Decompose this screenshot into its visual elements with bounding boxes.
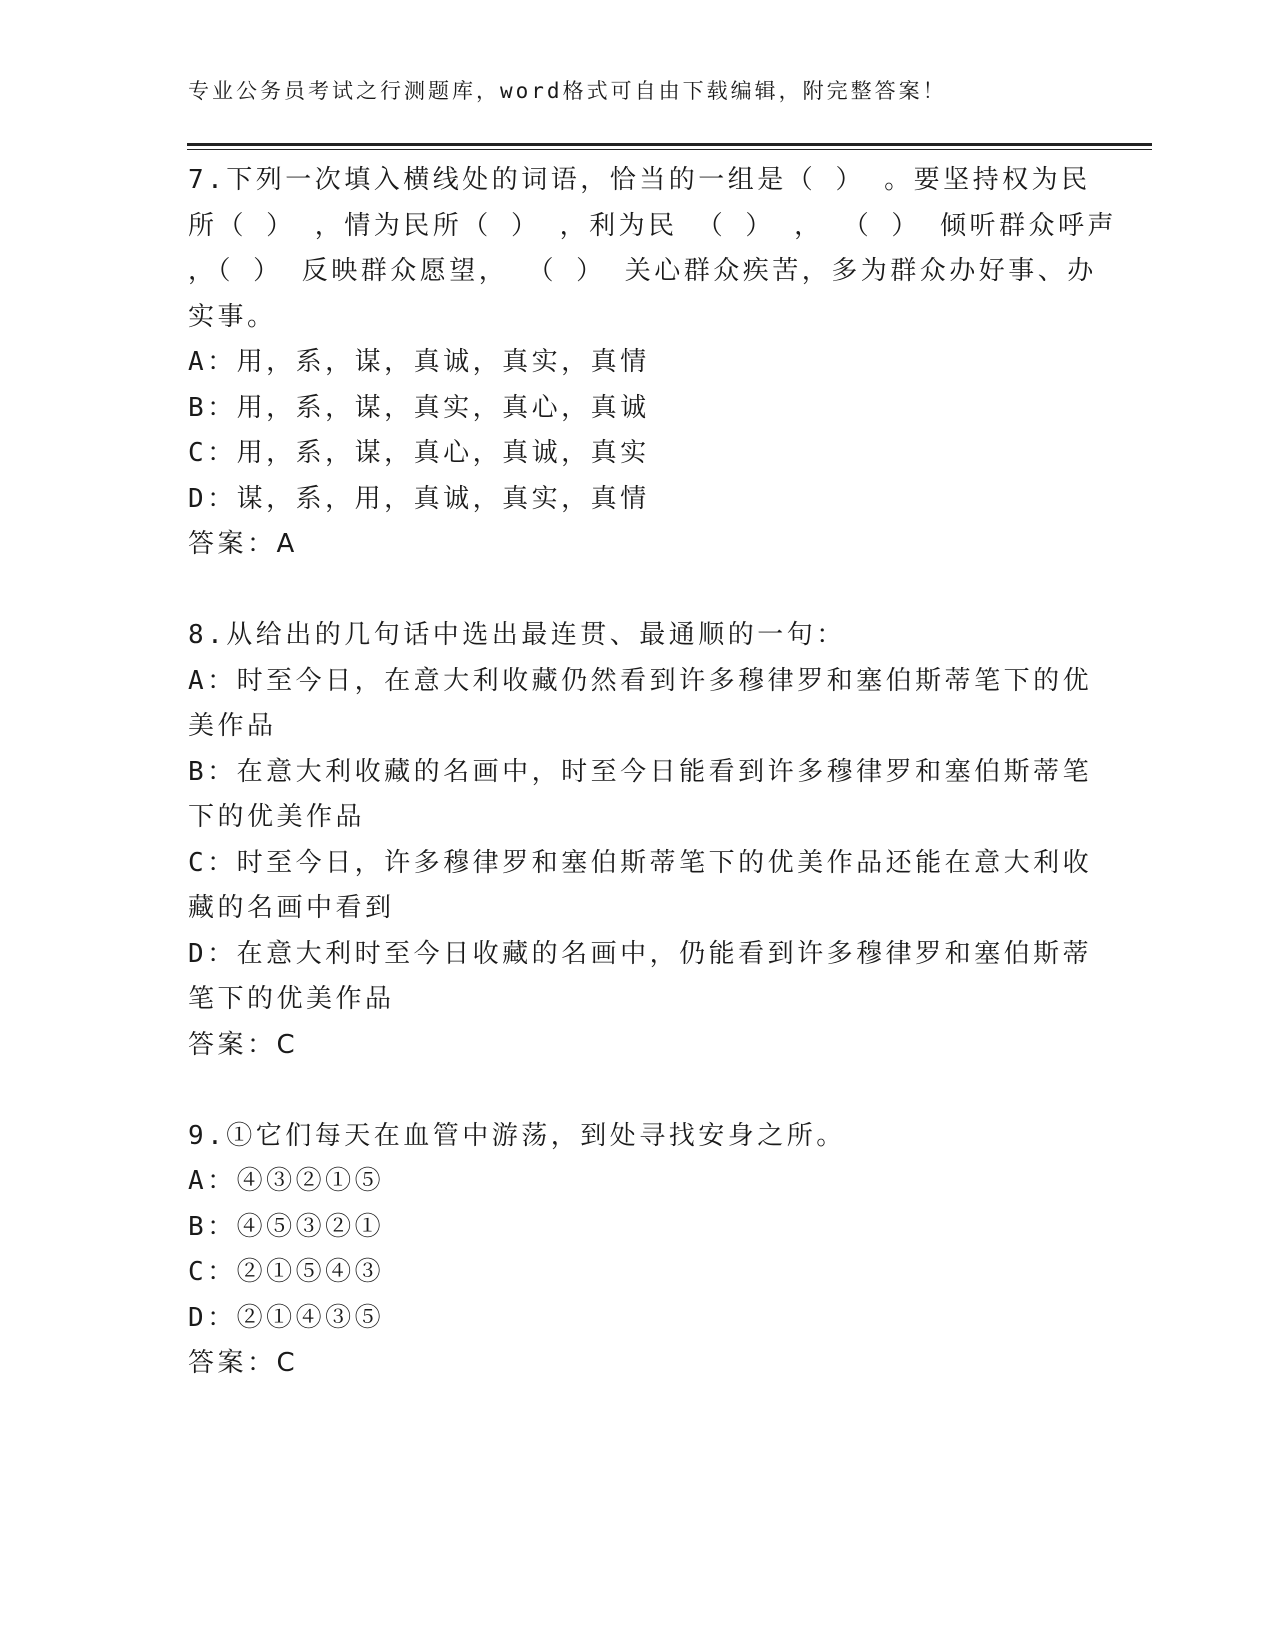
option-b: B：④⑤③②①	[188, 1211, 385, 1242]
spacer	[188, 568, 1068, 614]
question-8	[188, 613, 1093, 1068]
option-c: C：用，系，谋，真心，真诚，真实	[188, 438, 650, 468]
option-d: D：②①④③⑤	[188, 1302, 385, 1333]
question-stem-line: 7.下列一次填入横线处的词语，恰当的一组是（ ） 。要坚持权为民	[188, 165, 1091, 195]
question-stem-line: 8.从给出的几句话中选出最连贯、最通顺的一句：	[188, 620, 846, 650]
option-d: D：在意大利时至今日收藏的名画中，仍能看到许多穆律罗和塞伯斯蒂	[188, 938, 1093, 969]
question-list	[188, 158, 1118, 1387]
option-a: A：用，系，谋，真诚，真实，真情	[188, 347, 650, 377]
option-b: B：用，系，谋，真实，真心，真诚	[188, 392, 650, 423]
question-7	[188, 158, 1118, 568]
question-stem-line: 所（ ） ，情为民所（ ） ，利为民 （ ） ， （ ） 倾听群众呼声	[188, 210, 1118, 241]
option-d-cont: 笔下的优美作品	[188, 984, 395, 1014]
option-b-cont: 下的优美作品	[188, 802, 366, 832]
question-stem-line: 实事。	[188, 301, 277, 332]
option-c-cont: 藏的名画中看到	[188, 893, 395, 923]
answer-line: 答案：A	[188, 529, 298, 559]
page-header: 专业公务员考试之行测题库，word格式可自由下载编辑，附完整答案！	[188, 79, 947, 103]
answer-line: 答案：C	[188, 1029, 299, 1060]
option-d: D：谋，系，用，真诚，真实，真情	[188, 483, 650, 514]
option-b: B：在意大利收藏的名画中，时至今日能看到许多穆律罗和塞伯斯蒂笔	[188, 756, 1093, 787]
option-a-cont: 美作品	[188, 711, 277, 741]
question-stem-line: 9.①它们每天在血管中游荡，到处寻找安身之所。	[188, 1120, 846, 1151]
header-rule-thin	[187, 149, 1152, 150]
spacer	[188, 1068, 1068, 1114]
header-rule-thick	[187, 143, 1152, 146]
question-9	[188, 1114, 1068, 1387]
option-a: A：时至今日，在意大利收藏仍然看到许多穆律罗和塞伯斯蒂笔下的优	[188, 665, 1093, 696]
option-c: C：②①⑤④③	[188, 1257, 385, 1287]
option-a: A：④③②①⑤	[188, 1166, 385, 1196]
question-stem-line: ，（ ） 反映群众愿望， （ ） 关心群众疾苦，多为群众办好事、办	[188, 256, 1097, 286]
answer-line: 答案：C	[188, 1348, 299, 1378]
option-c: C：时至今日，许多穆律罗和塞伯斯蒂笔下的优美作品还能在意大利收	[188, 847, 1093, 878]
